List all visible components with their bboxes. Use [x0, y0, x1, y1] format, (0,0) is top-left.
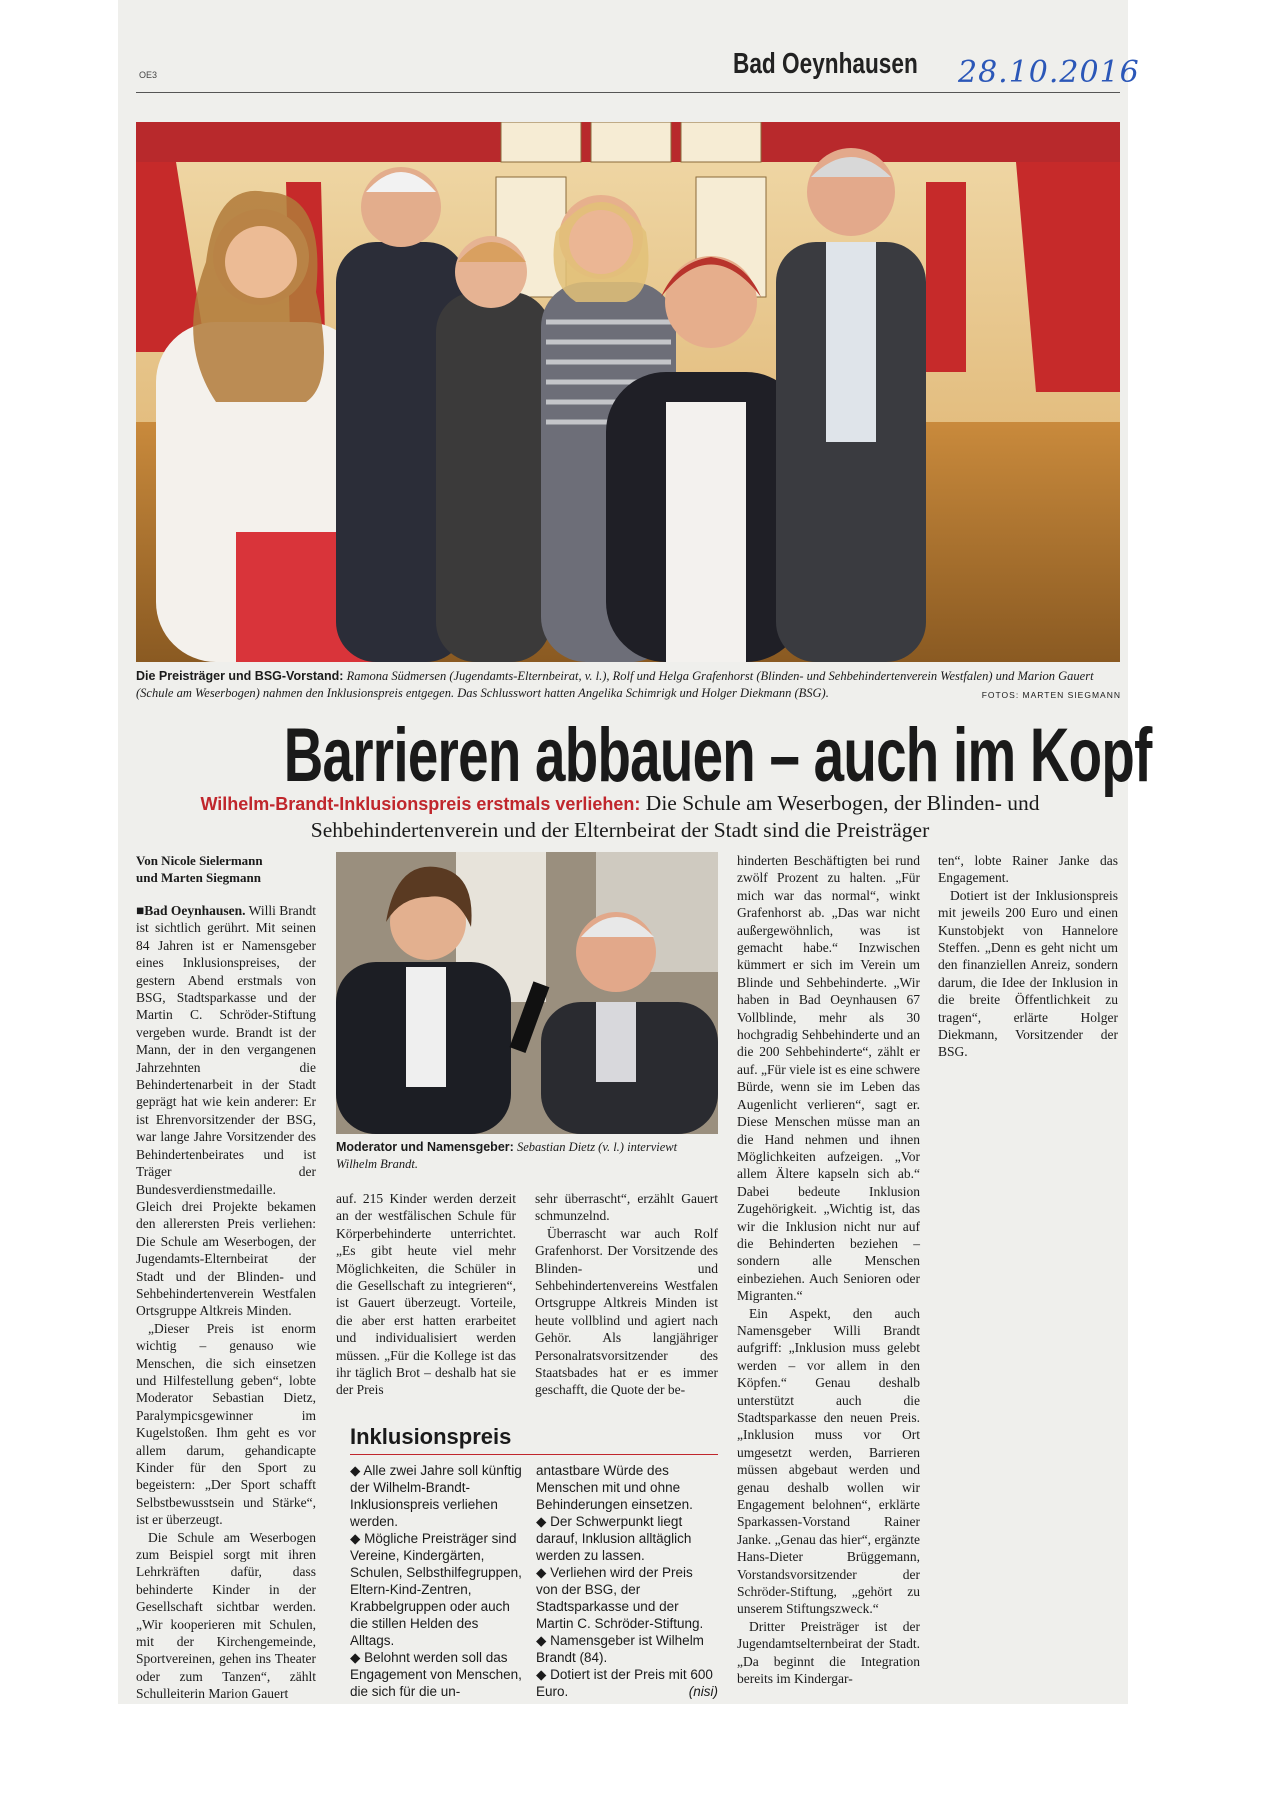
- col4-p3: Dritter Preisträger ist der Jugendamtselternbeirat der Stadt. „Da beginnt die Integration bereits im Kindergar-: [737, 1618, 920, 1687]
- article-column-3: [535, 1190, 718, 1399]
- byline: [136, 852, 316, 886]
- infobox: [350, 1424, 718, 1461]
- col2-p1: auf. 215 Kinder werden derzeit an der westfälischen Schule für Körperbehinderte unterrichtet. „Es gibt heute viel mehr Möglichkeiten, die Schüler in die Gesellschaft zu integrieren“, ist Gauert überzeugt. Vorteile, die aber erst hatten erarbeitet und individualisiert werden müssen. „Für die Kollege ist das ihr täglich Brot – deshalb hat sie der Preis: [336, 1191, 516, 1398]
- infobox-title: Inklusionspreis: [350, 1424, 512, 1449]
- dateline: Bad Oeynhausen.: [144, 903, 246, 918]
- article-column-2: [336, 1190, 516, 1399]
- photo2-caption-lead: Moderator und Namensgeber:: [336, 1140, 514, 1154]
- photo1-caption-lead: Die Preisträger und BSG-Vorstand:: [136, 669, 344, 683]
- infobox-item-6: ◆ Verliehen wird der Preis von der BSG, der Stadtsparkasse und der Martin C. Schröder-Stiftung.: [536, 1565, 704, 1631]
- infobox-item-8-text: ◆ Dotiert ist der Preis mit 600 Euro.: [536, 1667, 713, 1699]
- infobox-rule: [350, 1454, 718, 1455]
- col1-p4: Die Schule am Weserbogen zum Beispiel sorgt mit ihren Lehrkräften dafür, dass behinderte Kinder in der Gesellschaft sichtbar werden. „Wir kooperieren mit Schulen, mit der Kirchengemeinde, Sportvereinen, gehen ins Theater oder zum Tanzen“, zählt Schulleiterin Marion Gauert: [136, 1529, 316, 1702]
- article-column-5: [938, 852, 1118, 1061]
- subhead-text: Die Schule am Weserbogen, der Blinden- und Sehbehindertenverein und der Elternbeirat der Stadt sind die Preisträger: [310, 791, 1040, 842]
- col1-p1: Willi Brandt ist sichtlich gerührt. Mit seinen 84 Jahren ist er Namensgeber eines Inklusionspreises, der gestern Abend erstmals von BSG, Stadtsparkasse und der Martin C. Schröder-Stiftung vergeben wurde. Brandt ist der Mann, der in den vergangenen Jahrzehnten die Behindertenarbeit in der Stadt geprägt hat wie kein anderer: Er ist Ehrenvorsitzender der BSG, war lange Jahre Vorsitzender des Behindertenbeirates und ist Träger der Bundesverdienstmedaille.: [136, 903, 316, 1197]
- photo2-caption-text: Sebastian Dietz (v. l.) interviewt Wilhelm Brandt.: [336, 1140, 678, 1171]
- subhead-kicker: Wilhelm-Brandt-Inklusionspreis erstmals verliehen:: [200, 794, 641, 814]
- article-column-4: [737, 852, 920, 1688]
- col1-text: [136, 902, 316, 1703]
- infobox-item-1: ◆ Alle zwei Jahre soll künftig der Wilhelm-Brandt-Inklusionspreis verliehen werden.: [350, 1463, 522, 1529]
- byline-line-1: Von Nicole Sielermann: [136, 853, 263, 868]
- infobox-item-5: ◆ Der Schwerpunkt liegt darauf, Inklusion alltäglich werden zu lassen.: [536, 1514, 692, 1563]
- page-id: OE3: [139, 70, 158, 80]
- infobox-item-4: antastbare Würde des Menschen mit und ohne Behinderungen einsetzen.: [536, 1463, 693, 1512]
- photo2-caption: [336, 1139, 718, 1173]
- lead-paragraph: ■Bad Oeynhausen. Willi Brandt ist sichtlich gerührt. Mit seinen 84 Jahren ist er Namensgeber eines Inklusionspreises, der gestern Abend erstmals von BSG, Stadtsparkasse und der Martin C. Schröder-Stiftung vergeben wurde. Brandt ist der Mann, der in den vergangenen Jahrzehnten die Behindertenarbeit in der Stadt geprägt hat wie kein anderer: Er ist Ehrenvorsitzender der BSG, war lange Jahre Vorsitzender des Behindertenbeirates und ist Träger der Bundesverdienstmedaille.: [136, 903, 316, 1197]
- article-column-1: [136, 852, 316, 1703]
- header-rule: [136, 92, 1120, 93]
- byline-line-2: und Marten Siegmann: [136, 870, 261, 885]
- col5-p1: ten“, lobte Rainer Janke das Engagement.: [938, 853, 1118, 886]
- handwritten-date: 28.10.2016: [958, 55, 1140, 90]
- col5-p2: Dotiert ist der Inklusionspreis mit jeweils 200 Euro und einen Kunstobjekt von Hannelore Steffen. „Denn es geht nicht um den finanziellen Anreiz, sondern darum, die Idee der Inklusion in die breite Öffentlichkeit zu tragen“, erlärte Holger Diekmann, Vorsitzender der BSG.: [938, 887, 1118, 1060]
- col1-p3: „Dieser Preis ist enorm wichtig – genauso wie Menschen, die sich einsetzen und Hilfestellung geben“, lobte Moderator Sebastian Dietz, Paralympicsgewinner im Kugelstoßen. Ihm geht es vor allem darum, gehandicapte Kinder für den Sport zu begeistern: „Der Sport schafft Selbstbewusstsein und Stärke“, ist er überzeugt.: [136, 1320, 316, 1528]
- col3-p1: sehr überrascht“, erzählt Gauert schmunzelnd.: [535, 1191, 718, 1224]
- infobox-column-b: [536, 1462, 718, 1700]
- subheadline: [180, 790, 1060, 843]
- section-title: Bad Oeynhausen: [733, 48, 918, 80]
- author-signature: (nisi): [688, 1684, 718, 1699]
- photo-credit: FOTOS: MARTEN SIEGMANN: [981, 690, 1121, 700]
- photo1-caption: [136, 668, 1121, 704]
- group-photo: [136, 122, 1120, 662]
- headline: Barrieren abbauen – auch im Kopf: [283, 713, 1152, 798]
- infobox-item-8: [536, 1666, 718, 1700]
- col1-p2: Gleich drei Projekte bekamen den allerersten Preis verliehen: Die Schule am Weserbogen, der Jugendamts-Elternbeirat der Stadt und der Blinden- und Sehbehindertenverein Westfalen Ortsgruppe Altkreis Minden.: [136, 1198, 316, 1319]
- infobox-item-7: ◆ Namensgeber ist Wilhelm Brandt (84).: [536, 1633, 704, 1665]
- infobox-column-a: [350, 1462, 522, 1700]
- interview-photo: [336, 852, 718, 1134]
- col3-p2: Überrascht war auch Rolf Grafenhorst. Der Vorsitzende des Blinden- und Sehbehindertenvereins Westfalen Ortsgruppe Altkreis Minden ist heute vollblind und agiert nach Gehör. Als langjähriger Personalratsvorsitzender des Staatsbades hat er es immer geschafft, die Quote der be-: [535, 1225, 718, 1398]
- photo1-caption-text: Ramona Südmersen (Jugendamts-Elternbeirat, v. l.), Rolf und Helga Grafenhorst (Blinden- und Sehbehindertenverein Westfalen) und Marion Gauert (Schule am Weserbogen) nahmen den Inklusionspreis entgegen. Das Schlusswort hatten Angelika Schimrigk und Holger Diekmann (BSG).: [136, 669, 1094, 700]
- col4-p2: Ein Aspekt, den auch Namensgeber Willi Brandt aufgriff: „Inklusion muss gelebt werden – vor allem in den Köpfen.“ Genau deshalb unterstützt auch die Stadtsparkasse den neuen Preis. „Inklusion muss vor Ort umgesetzt werden, Barrieren müssen abgebaut werden und genau deshalb wollen wir Engagement belohnen“, erklärte Sparkassen-Vorstand Rainer Janke. „Genau das hier“, ergänzte Hans-Dieter Brüggemann, Vorstandsvorsitzender der Schröder-Stiftung, „gehört zu unserem Stiftungszweck.“: [737, 1305, 920, 1617]
- col4-p1: hinderten Beschäftigten bei rund zwölf Prozent zu halten. „Für mich war das normal“, winkt Grafenhorst ab. „Das war nicht außergewöhnlich, was ist gemacht habe.“ Inzwischen kümmert er sich im Verein um Blinde und Sehbehinderte. „Wir haben in Bad Oeynhausen 67 Vollblinde, mehr als 30 hochgradig Sehbehinderte und an die 200 Sehbehinderte“, zählt er auf. „Für viele ist es eine schwere Bürde, wenn sie im Leben das Augenlicht verlieren“, sagt er. Diese Menschen müsse man an die Hand nehmen und ihnen Möglichkeiten aufzeigen. „Vor allem Ältere kapseln sich ab.“ Dabei bedeute Inklusion Zugehörigkeit. „Wichtig ist, das wir die Inklusion nicht nur auf die Behinderten beziehen – sondern alle Menschen einbeziehen. Auch Senioren oder Migranten.“: [737, 853, 920, 1304]
- infobox-item-2: ◆ Mögliche Preisträger sind Vereine, Kindergärten, Schulen, Selbsthilfegruppen, Eltern-Kind-Zentren, Krabbelgruppen oder auch die stillen Helden des Alltags.: [350, 1531, 522, 1648]
- infobox-item-3: ◆ Belohnt werden soll das Engagement von Menschen, die sich für die un-: [350, 1650, 522, 1699]
